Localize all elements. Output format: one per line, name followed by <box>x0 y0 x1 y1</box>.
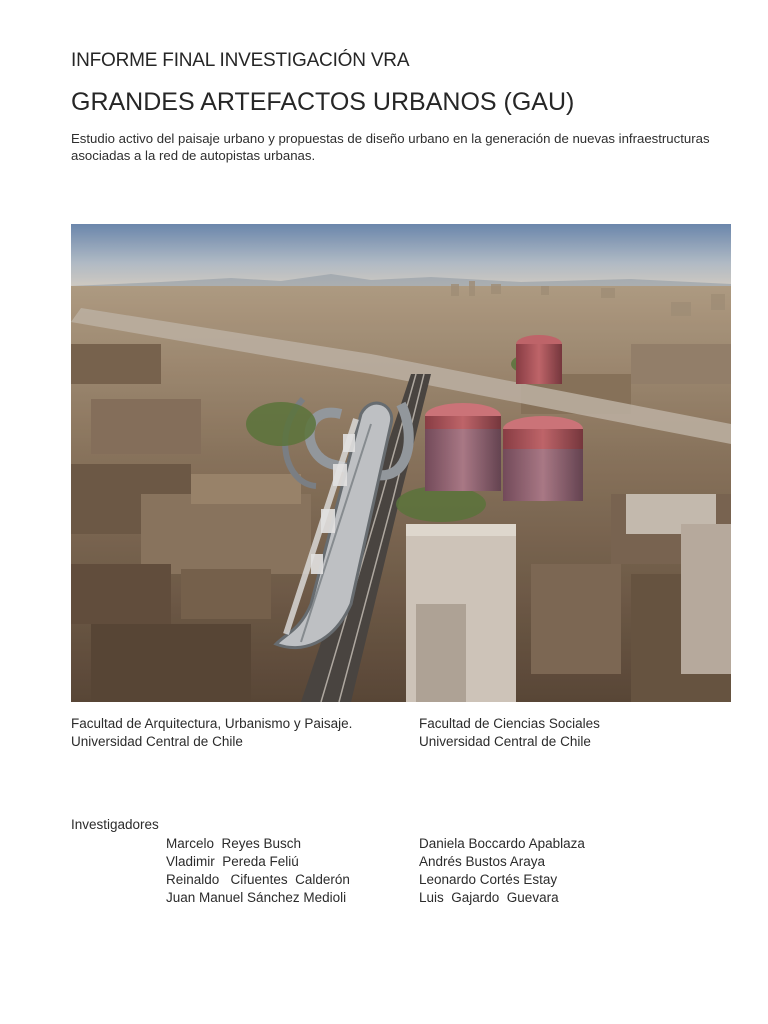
investigator-name: Marcelo Reyes Busch <box>166 836 302 851</box>
university-left: Universidad Central de Chile <box>71 734 243 749</box>
affiliation-right <box>419 715 600 751</box>
investigators-list-left <box>166 835 350 907</box>
faculty-architecture: Facultad de Arquitectura, Urbanismo y Paisaje. <box>71 716 353 731</box>
investigator-name: Andrés Bustos Araya <box>419 854 546 869</box>
investigator-name: Vladimir Pereda Feliú <box>166 854 299 869</box>
investigators-list-right <box>419 835 585 907</box>
investigator-name: Leonardo Cortés Estay <box>419 872 558 887</box>
aerial-rendering-image <box>71 224 731 702</box>
investigators-label: Investigadores <box>71 817 159 832</box>
faculty-social-sciences: Facultad de Ciencias Sociales <box>419 716 600 731</box>
report-subtitle: Estudio activo del paisaje urbano y propuestas de diseño urbano en la generación de nuevas infraestructuras asociadas a la red de autopistas urbanas. <box>71 131 710 163</box>
investigator-name: Juan Manuel Sánchez Medioli <box>166 890 347 905</box>
university-right: Universidad Central de Chile <box>419 734 591 749</box>
affiliation-left <box>71 715 352 751</box>
investigator-name: Luis Gajardo Guevara <box>419 890 559 905</box>
aerial-rendering-illustration <box>71 224 731 702</box>
report-title: GRANDES ARTEFACTOS URBANOS (GAU) <box>71 88 575 116</box>
report-kicker: INFORME FINAL INVESTIGACIÓN VRA <box>71 50 410 71</box>
investigator-name: Daniela Boccardo Apablaza <box>419 836 585 851</box>
investigator-name: Reinaldo Cifuentes Calderón <box>166 872 350 887</box>
